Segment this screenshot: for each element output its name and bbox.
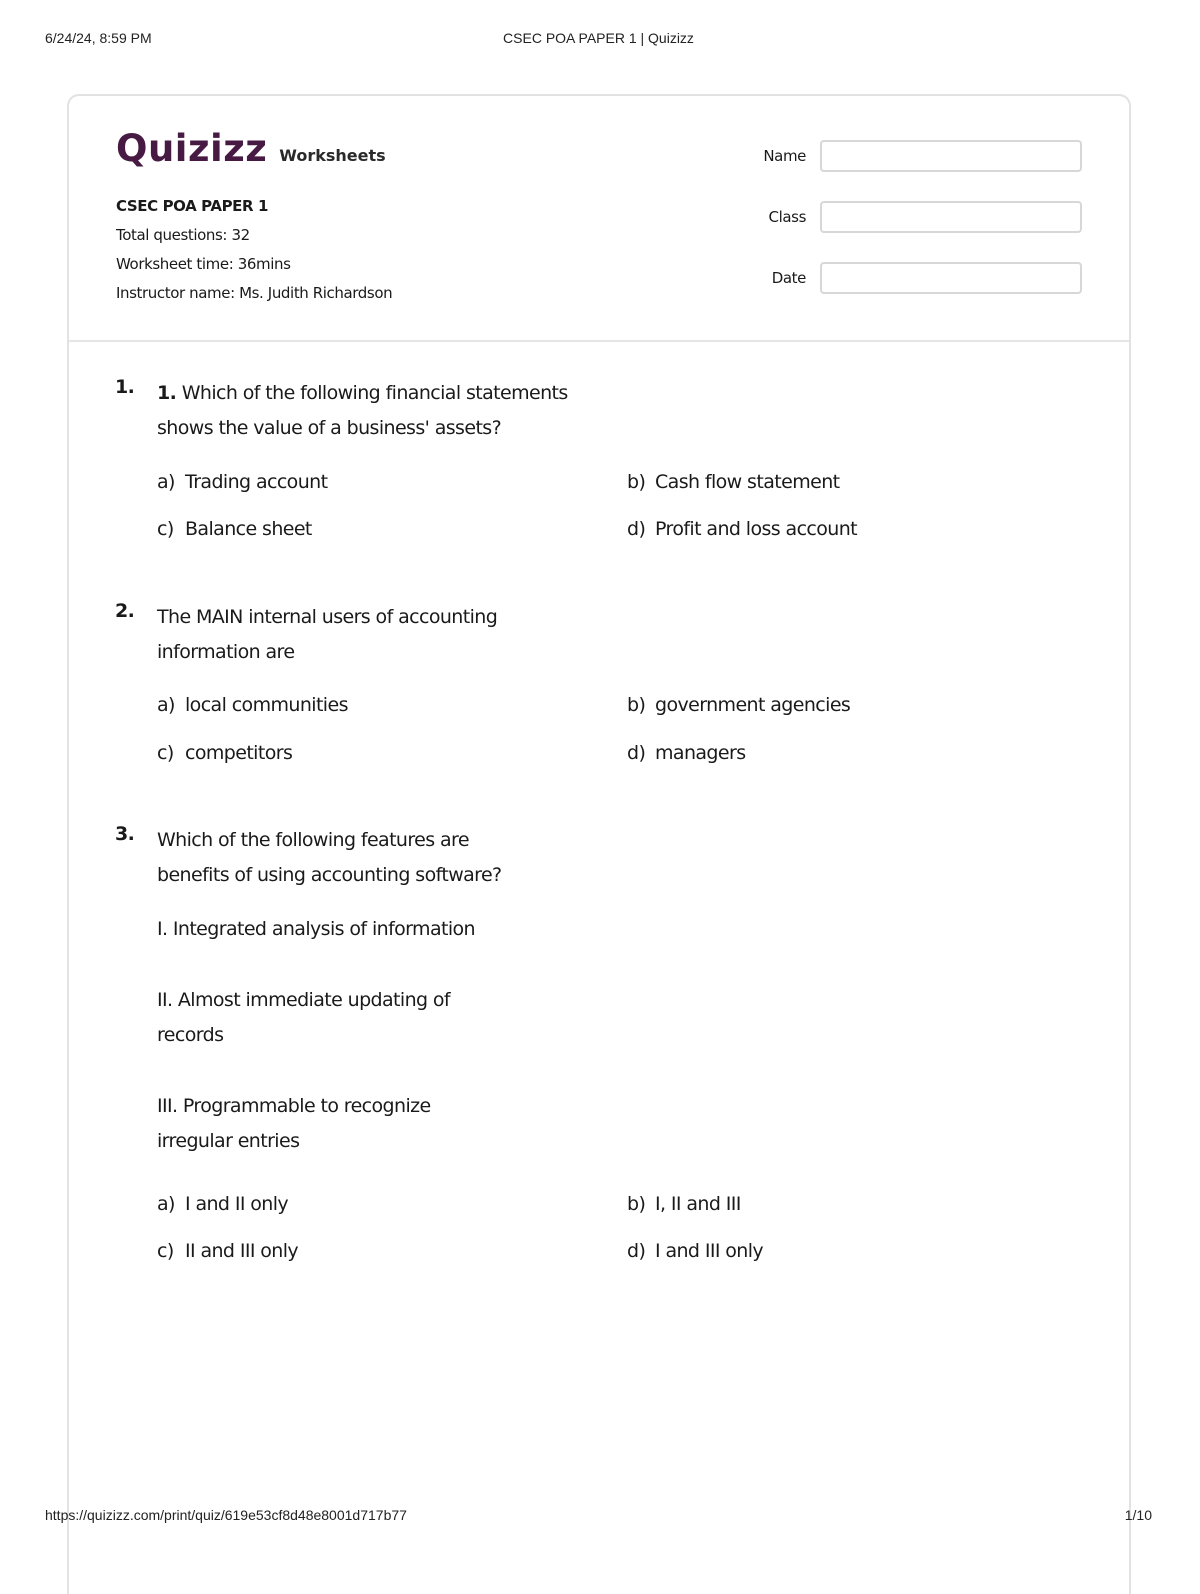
option-letter: c) [157,1240,174,1262]
statement-line: irregular entries [157,1130,300,1152]
statement-3 [157,1089,597,1159]
question-prefix: 1. [157,382,177,404]
print-header [45,30,1152,46]
class-field[interactable] [820,201,1082,233]
option-b[interactable] [627,1193,741,1215]
option-d[interactable] [627,518,857,540]
option-c[interactable] [157,742,292,764]
question-text [157,376,597,446]
question-text [157,823,597,893]
option-text: competitors [185,742,293,764]
question-number: 1. [115,376,135,398]
question-line: The MAIN internal users of accounting [157,606,498,628]
option-a[interactable] [157,1193,288,1215]
question-text [157,600,597,670]
question-line: Which of the following financial statements [181,382,568,404]
option-text: Cash flow statement [655,471,840,493]
class-row [763,199,1082,235]
option-text: government agencies [655,694,851,716]
option-letter: a) [157,1193,175,1215]
logo-subtitle: Worksheets [279,146,386,165]
print-url[interactable]: https://quizizz.com/print/quiz/619e53cf8d48e8001d717b77 [45,1507,407,1523]
option-d[interactable] [627,742,746,764]
date-field[interactable] [820,262,1082,294]
option-letter: a) [157,471,175,493]
statement-line: III. Programmable to recognize [157,1095,431,1117]
option-letter: b) [627,471,646,493]
worksheet-title: CSEC POA PAPER 1 [116,197,269,215]
print-title: CSEC POA PAPER 1 | Quizizz [503,30,694,46]
statement-2 [157,983,597,1053]
instructor-name: Instructor name: Ms. Judith Richardson [116,284,393,302]
option-text: Profit and loss account [655,518,858,540]
date-label: Date [771,269,806,287]
option-text: II and III only [185,1240,299,1262]
option-d[interactable] [627,1240,763,1262]
option-letter: b) [627,1193,646,1215]
name-field[interactable] [820,140,1082,172]
option-a[interactable] [157,471,327,493]
option-c[interactable] [157,1240,298,1262]
worksheet-card [67,94,1131,1594]
option-text: Trading account [185,471,328,493]
option-text: I and II only [185,1193,289,1215]
statement-line: II. Almost immediate updating of [157,989,451,1011]
page-number: 1/10 [1124,1507,1152,1523]
statement-1 [157,912,597,947]
worksheet-time: Worksheet time: 36mins [116,255,291,273]
quizizz-logo [116,127,386,170]
option-letter: c) [157,742,174,764]
statement-line: I. Integrated analysis of information [157,918,476,940]
print-date: 6/24/24, 8:59 PM [45,30,152,46]
option-letter: d) [627,1240,646,1262]
option-letter: c) [157,518,174,540]
worksheet-meta [116,192,392,308]
option-text: managers [655,742,746,764]
option-b[interactable] [627,471,839,493]
student-fields [763,138,1082,321]
option-c[interactable] [157,518,312,540]
option-letter: b) [627,694,646,716]
statement-line: records [157,1024,224,1046]
date-row [763,260,1082,296]
option-letter: a) [157,694,175,716]
question-line: Which of the following features are [157,829,469,851]
option-a[interactable] [157,694,348,716]
print-footer [45,1507,1152,1523]
option-text: Balance sheet [185,518,312,540]
class-label: Class [768,208,806,226]
question-line: shows the value of a business' assets? [157,417,502,439]
name-label: Name [763,147,806,165]
option-text: I, II and III [655,1193,741,1215]
total-questions: Total questions: 32 [116,226,250,244]
question-line: information are [157,641,295,663]
question-number: 2. [115,600,135,622]
option-letter: d) [627,518,646,540]
name-row [763,138,1082,174]
option-b[interactable] [627,694,850,716]
question-line: benefits of using accounting software? [157,864,502,886]
option-letter: d) [627,742,646,764]
logo-wordmark: Quizizz [116,127,268,170]
option-text: local communities [185,694,348,716]
question-number: 3. [115,823,135,845]
worksheet-header [69,96,1129,342]
option-text: I and III only [655,1240,764,1262]
